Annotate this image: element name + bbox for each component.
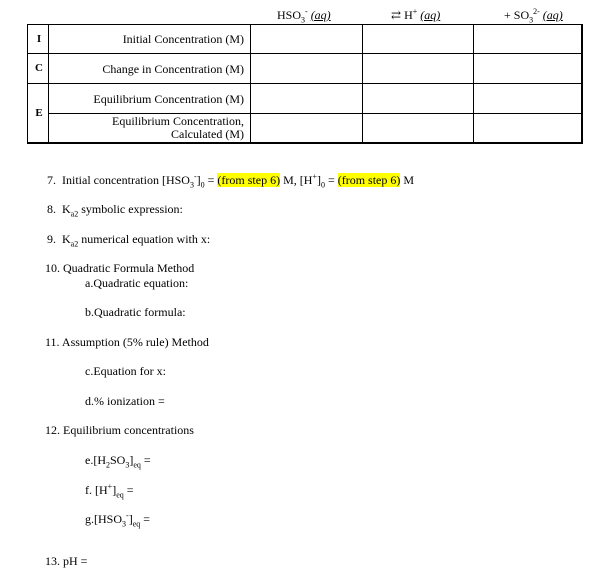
step-13: 13. pH = bbox=[45, 554, 88, 568]
cell-i-h[interactable] bbox=[362, 24, 474, 54]
step-11c: c.Equation for x: bbox=[85, 364, 166, 378]
desc-equilibrium-calc: Equilibrium Concentration, Calculated (M) bbox=[112, 114, 244, 141]
desc-equilibrium: Equilibrium Concentration (M) bbox=[93, 92, 244, 106]
ice-table bbox=[27, 7, 582, 143]
cell-e-h[interactable] bbox=[362, 83, 474, 114]
cell-i-hso3[interactable] bbox=[250, 24, 363, 54]
placeholder-from-step-6-h: (from step 6) bbox=[337, 173, 401, 187]
ice-grid bbox=[27, 24, 582, 143]
step-12g: $g.[HSO_3^-]_{eq}$ = bbox=[85, 511, 151, 529]
cell-e-so3[interactable] bbox=[473, 83, 583, 114]
cell-e-hso3[interactable] bbox=[250, 83, 363, 114]
step-10: 10. Quadratic Formula Method bbox=[45, 261, 195, 275]
header-hso3: $HSO_3^-$ (aq) bbox=[277, 7, 331, 25]
cell-ecalc-so3[interactable] bbox=[473, 113, 583, 144]
row-label-c: C bbox=[35, 62, 43, 74]
row-label-e: E bbox=[35, 107, 43, 119]
header-so3-2minus: + $SO_3^{2-}$ (aq) bbox=[504, 7, 563, 25]
cell-ecalc-h[interactable] bbox=[362, 113, 474, 144]
desc-initial: Initial Concentration (M) bbox=[122, 32, 244, 46]
step-11d: d.% ionization = bbox=[85, 394, 165, 408]
step-11: 11. Assumption (5% rule) Method bbox=[45, 335, 209, 349]
row-label-i: I bbox=[36, 33, 42, 45]
step-12e: $e.[H_2SO_3]_{eq}$ = bbox=[85, 453, 151, 470]
cell-c-h[interactable] bbox=[362, 53, 474, 84]
cell-i-so3[interactable] bbox=[473, 24, 583, 54]
placeholder-from-step-6-hso3: (from step 6) bbox=[217, 173, 281, 187]
cell-c-hso3[interactable] bbox=[250, 53, 363, 84]
step-10a: a.Quadratic equation: bbox=[85, 276, 189, 290]
cell-c-so3[interactable] bbox=[473, 53, 583, 84]
step-12f: f. $[H^+]_{eq}$ = bbox=[85, 482, 134, 500]
step-7: 7. Initial concentration $[HSO_3^-]_0$ = (from step 6) M, $[H^+]_0$ = (from step 6) M bbox=[47, 172, 415, 190]
cell-ecalc-hso3[interactable] bbox=[250, 113, 363, 144]
desc-change: Change in Concentration (M) bbox=[102, 62, 244, 76]
step-10b: b.Quadratic formula: bbox=[85, 305, 186, 319]
step-9: 9. $K_{a2}$ numerical equation with x: bbox=[47, 232, 211, 249]
header-h-plus: ⇄ H+ (aq) bbox=[391, 7, 441, 22]
step-12: 12. Equilibrium concentrations bbox=[45, 423, 194, 437]
step-8: 8. $K_{a2}$ symbolic expression: bbox=[47, 202, 183, 219]
